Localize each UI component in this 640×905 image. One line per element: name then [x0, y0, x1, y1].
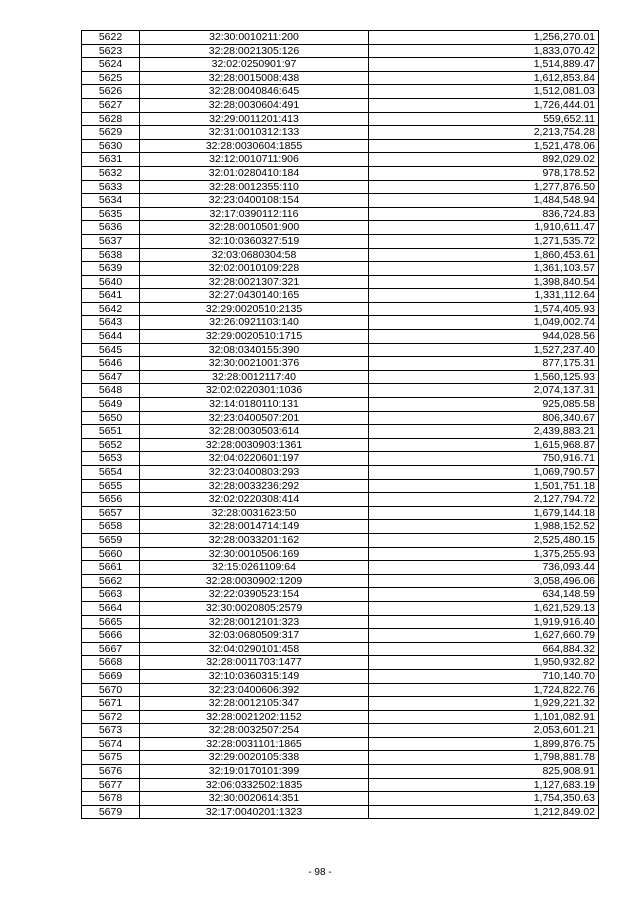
value-cell: 1,724,822.76 — [369, 683, 599, 697]
value-cell: 836,724.83 — [369, 207, 599, 221]
value-cell: 1,521,478.06 — [369, 139, 599, 153]
value-cell: 944,028.56 — [369, 330, 599, 344]
table-row — [82, 357, 599, 371]
row-number-cell: 5679 — [82, 805, 140, 819]
table-row — [82, 370, 599, 384]
row-number-cell: 5630 — [82, 139, 140, 153]
cadastral-number-cell: 32:28:0033201:162 — [140, 533, 369, 547]
value-cell: 2,525,480.15 — [369, 533, 599, 547]
cadastral-number-cell: 32:10:0360315:149 — [140, 669, 369, 683]
cadastral-number-cell: 32:28:0021202:1152 — [140, 710, 369, 724]
cadastral-number-cell: 32:28:0012355:110 — [140, 180, 369, 194]
value-cell: 1,798,881.78 — [369, 751, 599, 765]
value-cell: 1,331,112.64 — [369, 289, 599, 303]
row-number-cell: 5664 — [82, 601, 140, 615]
cadastral-number-cell: 32:28:0031623:50 — [140, 506, 369, 520]
value-cell: 1,621,529.13 — [369, 601, 599, 615]
table-row — [82, 44, 599, 58]
row-number-cell: 5656 — [82, 493, 140, 507]
cadastral-number-cell: 32:22:0390523:154 — [140, 588, 369, 602]
value-cell: 2,439,883.21 — [369, 425, 599, 439]
cadastral-number-cell: 32:30:0020614:351 — [140, 792, 369, 806]
row-number-cell: 5669 — [82, 669, 140, 683]
row-number-cell: 5663 — [82, 588, 140, 602]
table-row — [82, 438, 599, 452]
table-row — [82, 683, 599, 697]
cadastral-value-table — [81, 30, 599, 819]
row-number-cell: 5628 — [82, 112, 140, 126]
cadastral-number-cell: 32:23:0400803:293 — [140, 466, 369, 480]
table-row — [82, 601, 599, 615]
row-number-cell: 5629 — [82, 126, 140, 140]
value-cell: 1,271,535.72 — [369, 234, 599, 248]
row-number-cell: 5639 — [82, 262, 140, 276]
table-row — [82, 479, 599, 493]
row-number-cell: 5627 — [82, 98, 140, 112]
row-number-cell: 5658 — [82, 520, 140, 534]
table-row — [82, 724, 599, 738]
cadastral-number-cell: 32:02:0220301:1036 — [140, 384, 369, 398]
table-row — [82, 792, 599, 806]
row-number-cell: 5654 — [82, 466, 140, 480]
value-cell: 1,361,103.57 — [369, 262, 599, 276]
value-cell: 634,148.59 — [369, 588, 599, 602]
table-row — [82, 85, 599, 99]
table-row — [82, 710, 599, 724]
table-row — [82, 506, 599, 520]
row-number-cell: 5660 — [82, 547, 140, 561]
table-row — [82, 302, 599, 316]
table-row — [82, 71, 599, 85]
table-row — [82, 58, 599, 72]
row-number-cell: 5637 — [82, 234, 140, 248]
table-row — [82, 153, 599, 167]
row-number-cell: 5624 — [82, 58, 140, 72]
cadastral-number-cell: 32:29:0020510:2135 — [140, 302, 369, 316]
table-row — [82, 452, 599, 466]
cadastral-number-cell: 32:28:0011703:1477 — [140, 656, 369, 670]
table-row — [82, 398, 599, 412]
table-row — [82, 642, 599, 656]
row-number-cell: 5626 — [82, 85, 140, 99]
row-number-cell: 5647 — [82, 370, 140, 384]
table-row — [82, 180, 599, 194]
cadastral-number-cell: 32:12:0010711:906 — [140, 153, 369, 167]
cadastral-number-cell: 32:28:0012105:347 — [140, 697, 369, 711]
table-row — [82, 316, 599, 330]
row-number-cell: 5643 — [82, 316, 140, 330]
row-number-cell: 5642 — [82, 302, 140, 316]
row-number-cell: 5673 — [82, 724, 140, 738]
row-number-cell: 5640 — [82, 275, 140, 289]
cadastral-number-cell: 32:15:0261109:64 — [140, 561, 369, 575]
row-number-cell: 5641 — [82, 289, 140, 303]
row-number-cell: 5635 — [82, 207, 140, 221]
cadastral-number-cell: 32:04:0220601:197 — [140, 452, 369, 466]
value-cell: 877,175.31 — [369, 357, 599, 371]
value-cell: 1,929,221.32 — [369, 697, 599, 711]
value-cell: 1,101,082.91 — [369, 710, 599, 724]
value-cell: 1,484,548.94 — [369, 194, 599, 208]
row-number-cell: 5662 — [82, 574, 140, 588]
table-row — [82, 112, 599, 126]
row-number-cell: 5653 — [82, 452, 140, 466]
cadastral-number-cell: 32:03:0680304:58 — [140, 248, 369, 262]
cadastral-number-cell: 32:17:0040201:1323 — [140, 805, 369, 819]
row-number-cell: 5661 — [82, 561, 140, 575]
row-number-cell: 5633 — [82, 180, 140, 194]
cadastral-number-cell: 32:23:0400606:392 — [140, 683, 369, 697]
cadastral-number-cell: 32:31:0010312:133 — [140, 126, 369, 140]
row-number-cell: 5650 — [82, 411, 140, 425]
cadastral-number-cell: 32:28:0040846:645 — [140, 85, 369, 99]
table-row — [82, 343, 599, 357]
value-cell: 1,754,350.63 — [369, 792, 599, 806]
table-row — [82, 262, 599, 276]
table-row — [82, 737, 599, 751]
table-row — [82, 139, 599, 153]
value-cell: 1,574,405.93 — [369, 302, 599, 316]
row-number-cell: 5657 — [82, 506, 140, 520]
cadastral-number-cell: 32:28:0031101:1865 — [140, 737, 369, 751]
row-number-cell: 5666 — [82, 629, 140, 643]
row-number-cell: 5631 — [82, 153, 140, 167]
row-number-cell: 5648 — [82, 384, 140, 398]
cadastral-number-cell: 32:28:0032507:254 — [140, 724, 369, 738]
value-cell: 1,919,916.40 — [369, 615, 599, 629]
table-row — [82, 330, 599, 344]
value-cell: 1,627,660.79 — [369, 629, 599, 643]
value-cell: 3,058,496.06 — [369, 574, 599, 588]
cadastral-number-cell: 32:26:0921103:140 — [140, 316, 369, 330]
cadastral-number-cell: 32:02:0220308:414 — [140, 493, 369, 507]
value-cell: 710,140.70 — [369, 669, 599, 683]
table-row — [82, 425, 599, 439]
table-row — [82, 384, 599, 398]
row-number-cell: 5636 — [82, 221, 140, 235]
row-number-cell: 5671 — [82, 697, 140, 711]
row-number-cell: 5668 — [82, 656, 140, 670]
cadastral-number-cell: 32:28:0030903:1361 — [140, 438, 369, 452]
value-cell: 1,212,849.02 — [369, 805, 599, 819]
table-row — [82, 248, 599, 262]
row-number-cell: 5646 — [82, 357, 140, 371]
value-cell: 1,501,751.18 — [369, 479, 599, 493]
cadastral-number-cell: 32:28:0030604:491 — [140, 98, 369, 112]
table-row — [82, 166, 599, 180]
cadastral-number-cell: 32:28:0021305:126 — [140, 44, 369, 58]
cadastral-number-cell: 32:29:0020105:338 — [140, 751, 369, 765]
cadastral-number-cell: 32:14:0180110:131 — [140, 398, 369, 412]
cadastral-number-cell: 32:28:0012101:323 — [140, 615, 369, 629]
table-row — [82, 98, 599, 112]
row-number-cell: 5634 — [82, 194, 140, 208]
value-cell: 750,916.71 — [369, 452, 599, 466]
row-number-cell: 5659 — [82, 533, 140, 547]
table-row — [82, 778, 599, 792]
value-cell: 1,988,152.52 — [369, 520, 599, 534]
cadastral-number-cell: 32:28:0021307:321 — [140, 275, 369, 289]
row-number-cell: 5655 — [82, 479, 140, 493]
row-number-cell: 5672 — [82, 710, 140, 724]
value-cell: 1,398,840.54 — [369, 275, 599, 289]
table-row — [82, 520, 599, 534]
value-cell: 1,127,683.19 — [369, 778, 599, 792]
value-cell: 1,833,070.42 — [369, 44, 599, 58]
cadastral-number-cell: 32:28:0033236:292 — [140, 479, 369, 493]
row-number-cell: 5623 — [82, 44, 140, 58]
table-row — [82, 629, 599, 643]
cadastral-number-cell: 32:06:0332502:1835 — [140, 778, 369, 792]
table-row — [82, 656, 599, 670]
row-number-cell: 5644 — [82, 330, 140, 344]
cadastral-number-cell: 32:10:0360327:519 — [140, 234, 369, 248]
row-number-cell: 5652 — [82, 438, 140, 452]
table-row — [82, 615, 599, 629]
row-number-cell: 5625 — [82, 71, 140, 85]
table-row — [82, 561, 599, 575]
table-row — [82, 547, 599, 561]
value-cell: 1,899,876.75 — [369, 737, 599, 751]
row-number-cell: 5667 — [82, 642, 140, 656]
page-number: - 98 - — [308, 867, 332, 878]
value-cell: 1,950,932.82 — [369, 656, 599, 670]
value-cell: 1,277,876.50 — [369, 180, 599, 194]
table-row — [82, 289, 599, 303]
row-number-cell: 5645 — [82, 343, 140, 357]
row-number-cell: 5676 — [82, 765, 140, 779]
table-row — [82, 765, 599, 779]
value-cell: 1,860,453.61 — [369, 248, 599, 262]
table-row — [82, 751, 599, 765]
value-cell: 736,093.44 — [369, 561, 599, 575]
cadastral-number-cell: 32:30:0010506:169 — [140, 547, 369, 561]
cadastral-number-cell: 32:04:0290101:458 — [140, 642, 369, 656]
cadastral-number-cell: 32:29:0020510:1715 — [140, 330, 369, 344]
value-cell: 1,679,144.18 — [369, 506, 599, 520]
row-number-cell: 5674 — [82, 737, 140, 751]
row-number-cell: 5678 — [82, 792, 140, 806]
cadastral-number-cell: 32:02:0250901:97 — [140, 58, 369, 72]
value-cell: 1,049,002.74 — [369, 316, 599, 330]
value-cell: 1,910,611.47 — [369, 221, 599, 235]
cadastral-number-cell: 32:23:0400507:201 — [140, 411, 369, 425]
row-number-cell: 5632 — [82, 166, 140, 180]
row-number-cell: 5665 — [82, 615, 140, 629]
cadastral-number-cell: 32:29:0011201:413 — [140, 112, 369, 126]
cadastral-number-cell: 32:03:0680509:317 — [140, 629, 369, 643]
table-row — [82, 669, 599, 683]
table-row — [82, 234, 599, 248]
cadastral-number-cell: 32:30:0020805:2579 — [140, 601, 369, 615]
value-cell: 1,615,968.87 — [369, 438, 599, 452]
value-cell: 1,560,125.93 — [369, 370, 599, 384]
row-number-cell: 5638 — [82, 248, 140, 262]
cadastral-number-cell: 32:30:0021001:376 — [140, 357, 369, 371]
row-number-cell: 5651 — [82, 425, 140, 439]
value-cell: 559,652.11 — [369, 112, 599, 126]
table-row — [82, 697, 599, 711]
cadastral-number-cell: 32:28:0015008:438 — [140, 71, 369, 85]
value-cell: 2,213,754.28 — [369, 126, 599, 140]
table-row — [82, 411, 599, 425]
cadastral-number-cell: 32:17:0390112:116 — [140, 207, 369, 221]
value-cell: 2,074,137.31 — [369, 384, 599, 398]
cadastral-number-cell: 32:28:0010501:900 — [140, 221, 369, 235]
cadastral-number-cell: 32:01:0280410:184 — [140, 166, 369, 180]
table-row — [82, 493, 599, 507]
value-cell: 1,726,444.01 — [369, 98, 599, 112]
row-number-cell: 5670 — [82, 683, 140, 697]
table-row — [82, 126, 599, 140]
row-number-cell: 5677 — [82, 778, 140, 792]
table-row — [82, 194, 599, 208]
value-cell: 825,908.91 — [369, 765, 599, 779]
cadastral-number-cell: 32:19:0170101:399 — [140, 765, 369, 779]
value-cell: 978,178.52 — [369, 166, 599, 180]
table-row — [82, 207, 599, 221]
cadastral-number-cell: 32:28:0012117:40 — [140, 370, 369, 384]
table-row — [82, 275, 599, 289]
cadastral-number-cell: 32:28:0030604:1855 — [140, 139, 369, 153]
row-number-cell: 5622 — [82, 31, 140, 45]
value-cell: 1,514,889.47 — [369, 58, 599, 72]
row-number-cell: 5675 — [82, 751, 140, 765]
table-row — [82, 588, 599, 602]
table-body — [82, 31, 599, 819]
cadastral-number-cell: 32:30:0010211:200 — [140, 31, 369, 45]
value-cell: 2,127,794.72 — [369, 493, 599, 507]
cadastral-number-cell: 32:28:0030503:614 — [140, 425, 369, 439]
cadastral-number-cell: 32:08:0340155:390 — [140, 343, 369, 357]
cadastral-number-cell: 32:28:0030902:1209 — [140, 574, 369, 588]
value-cell: 1,512,081.03 — [369, 85, 599, 99]
table-row — [82, 574, 599, 588]
value-cell: 2,053,601.21 — [369, 724, 599, 738]
cadastral-number-cell: 32:02:0010109:228 — [140, 262, 369, 276]
table-row — [82, 533, 599, 547]
value-cell: 1,375,255.93 — [369, 547, 599, 561]
table-row — [82, 805, 599, 819]
table-row — [82, 31, 599, 45]
value-cell: 806,340.67 — [369, 411, 599, 425]
cadastral-number-cell: 32:28:0014714:149 — [140, 520, 369, 534]
table-row — [82, 221, 599, 235]
table-row — [82, 466, 599, 480]
value-cell: 925,085.58 — [369, 398, 599, 412]
value-cell: 1,256,270.01 — [369, 31, 599, 45]
cadastral-number-cell: 32:27:0430140:165 — [140, 289, 369, 303]
cadastral-number-cell: 32:23:0400108:154 — [140, 194, 369, 208]
value-cell: 1,527,237.40 — [369, 343, 599, 357]
value-cell: 1,069,790.57 — [369, 466, 599, 480]
value-cell: 892,029.02 — [369, 153, 599, 167]
row-number-cell: 5649 — [82, 398, 140, 412]
value-cell: 664,884.32 — [369, 642, 599, 656]
value-cell: 1,612,853.84 — [369, 71, 599, 85]
